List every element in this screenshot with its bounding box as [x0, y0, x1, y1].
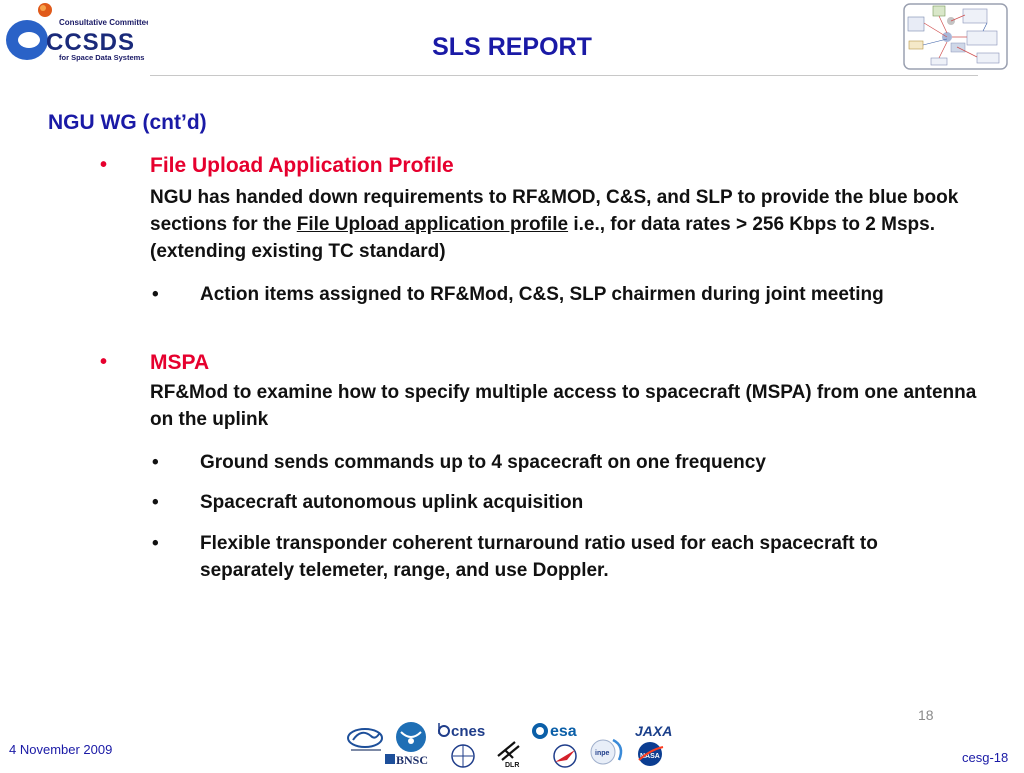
bnsc-logo	[385, 753, 428, 767]
page-number: 18	[918, 707, 934, 723]
svg-text:NASA: NASA	[640, 753, 660, 760]
item-body: NGU has handed down requirements to RF&MOD, C&S, and SLP to provide the blue book sections for the File Upload application profile i.e., for data rates > 256 Kbps to 2 Msps. (extending existing TC standard)	[150, 187, 959, 262]
csa-logo	[396, 722, 426, 752]
sub-bullet: •	[152, 452, 159, 473]
roscosmos-logo	[452, 745, 474, 767]
agency-logos	[345, 720, 680, 768]
sub-item-text: Spacecraft autonomous uplink acquisition	[200, 492, 584, 513]
svg-text:CCSDS: CCSDS	[46, 29, 136, 56]
jaxa-logo	[635, 723, 672, 739]
svg-text:inpe: inpe	[595, 750, 610, 757]
footer-doc-id: cesg-18	[962, 750, 1009, 765]
svg-text:cnes: cnes	[451, 723, 486, 740]
svg-text:esa: esa	[550, 723, 577, 740]
svg-text:JAXA: JAXA	[635, 723, 673, 739]
cnes-logo	[439, 723, 485, 740]
header-divider	[150, 75, 978, 76]
sub-item-text: Action items assigned to RF&Mod, C&S, SLP chairmen during joint meeting	[200, 284, 884, 305]
sub-bullet: •	[152, 533, 159, 554]
footer-date: 4 November 2009	[9, 742, 113, 757]
space-agency-bird-logo	[554, 745, 576, 767]
architecture-diagram-thumbnail	[903, 3, 1008, 70]
svg-text:Consultative Committee: Consultative Committee	[59, 18, 148, 27]
svg-text:DLR: DLR	[505, 762, 520, 768]
svg-text:for Space Data Systems: for Space Data Systems	[59, 53, 145, 62]
item-heading: File Upload Application Profile	[150, 154, 454, 177]
sub-bullet: •	[152, 492, 159, 513]
bullet: •	[100, 154, 108, 176]
esa-logo	[532, 723, 577, 740]
inpe-logo	[591, 740, 621, 764]
item-heading: MSPA	[150, 351, 210, 374]
asi-logo	[348, 729, 382, 751]
section-heading: NGU WG (cnt’d)	[48, 111, 207, 134]
sub-item-text: Ground sends commands up to 4 spacecraft on one frequency	[200, 452, 766, 473]
item-body: RF&Mod to examine how to specify multiple access to spacecraft (MSPA) from one antenna on the uplink	[150, 382, 977, 430]
slide-title: SLS REPORT	[432, 33, 592, 61]
nasa-logo	[638, 742, 663, 766]
file-upload-profile-link[interactable]: File Upload application profile	[296, 214, 569, 235]
svg-text:BNSC: BNSC	[396, 753, 429, 767]
sub-bullet: •	[152, 284, 159, 305]
sub-item-text: Flexible transponder coherent turnaround ratio used for each spacecraft to separately telemeter, range, and use Doppler.	[200, 533, 878, 581]
dlr-logo	[498, 742, 519, 768]
bullet: •	[100, 351, 108, 373]
